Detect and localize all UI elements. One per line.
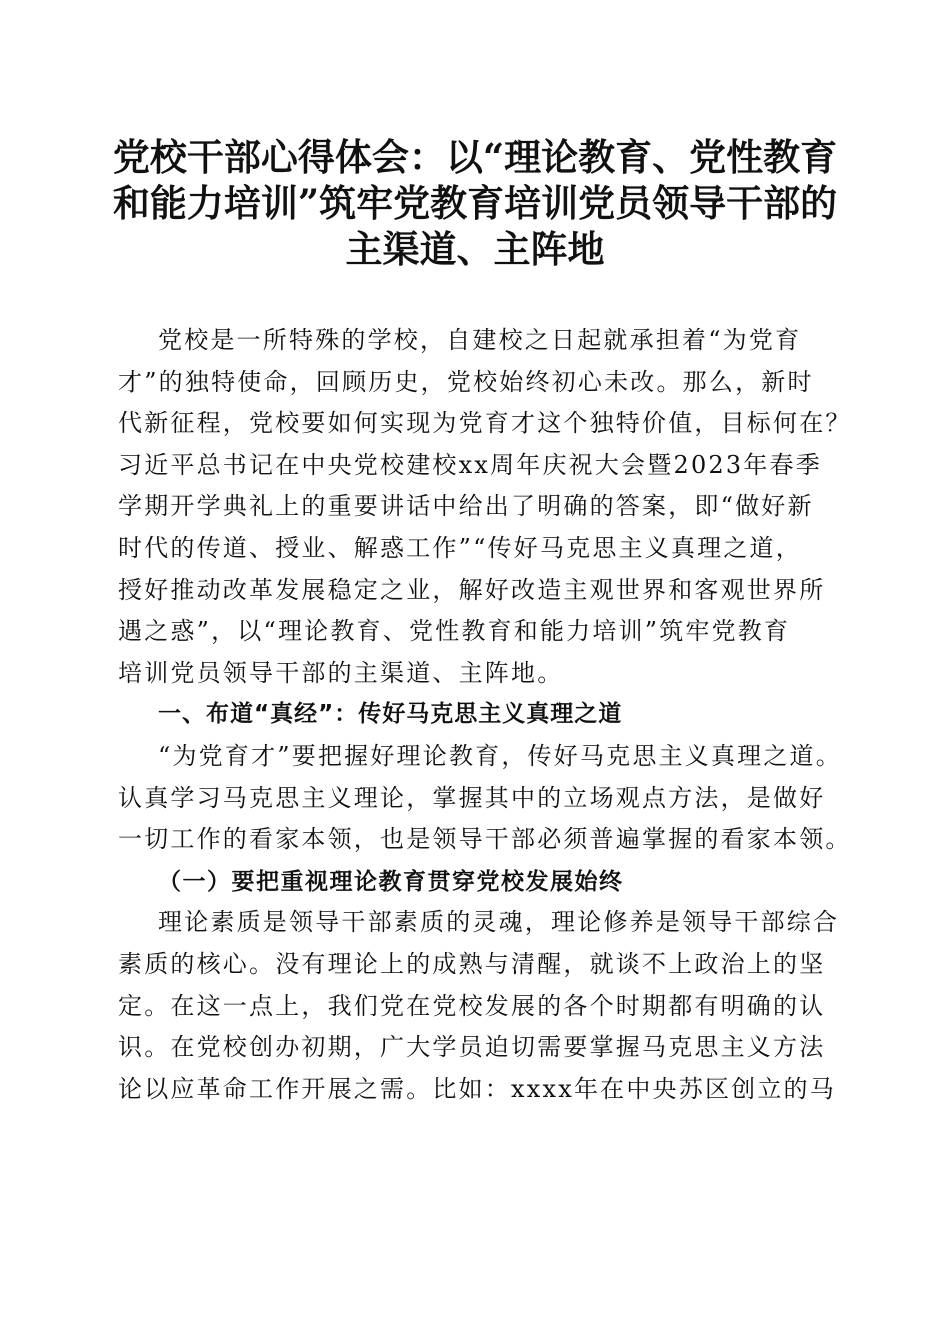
document-body (118, 320, 852, 1110)
text-line: 遇之惑”，以“理论教育、党性教育和能力培训”筑牢党教育 (118, 617, 791, 646)
text-line: “为党育才”要把握好理论教育，传好马克思主义真理之道。 (158, 741, 842, 770)
title-line: 主渠道、主阵地 (345, 227, 605, 271)
title-line: 党校干部心得体会：以“理论教育、党性教育 (112, 135, 838, 179)
section-heading: 一、布道“真经”：传好马克思主义真理之道 (158, 701, 623, 728)
text-line: 培训党员领导干部的主渠道、主阵地。 (118, 658, 564, 687)
text-line: 代新征程，党校要如何实现为党育才这个独特价值，目标何在？ (118, 409, 852, 438)
subsection-heading: （一）要把重视理论教育贯穿党校发展始终 (158, 867, 624, 895)
text-line: 时代的传道、授业、解惑工作”“传好马克思主义真理之道， (118, 533, 802, 562)
text-line: 认真学习马克思主义理论，掌握其中的立场观点方法，是做好 (118, 783, 826, 812)
text-line: 党校是一所特殊的学校，自建校之日起就承担着“为党育 (158, 326, 802, 354)
intro-paragraph (118, 320, 852, 694)
text-line: 理论素质是领导干部素质的灵魂，理论修养是领导干部综合 (158, 908, 840, 937)
text-line: 习近平总书记在中央党校建校xx周年庆祝大会暨2023年春季 (118, 450, 822, 479)
text-line: 定。在这一点上，我们党在党校发展的各个时期都有明确的认 (118, 991, 826, 1020)
title-line: 和能力培训”筑牢党教育培训党员领导干部的 (112, 181, 838, 225)
subsection-paragraph (118, 902, 838, 1110)
text-line: 学期开学典礼上的重要讲话中给出了明确的答案，即“做好新 (118, 492, 814, 521)
section-paragraph (118, 736, 852, 861)
document-title (100, 134, 850, 272)
text-line: 论以应革命工作开展之需。比如：xxxx年在中央苏区创立的马 (118, 1074, 836, 1103)
text-line: 识。在党校创办初期，广大学员迫切需要掌握马克思主义方法 (118, 1033, 826, 1062)
text-line: 一切工作的看家本领，也是领导干部必须普遍掌握的看家本领。 (118, 825, 852, 854)
text-line: 素质的核心。没有理论上的成熟与清醒，就谈不上政治上的坚 (118, 949, 826, 978)
text-line: 才”的独特使命，回顾历史，党校始终初心未改。那么，新时 (118, 367, 814, 396)
text-line: 授好推动改革发展稳定之业，解好改造主观世界和客观世界所 (118, 575, 826, 604)
